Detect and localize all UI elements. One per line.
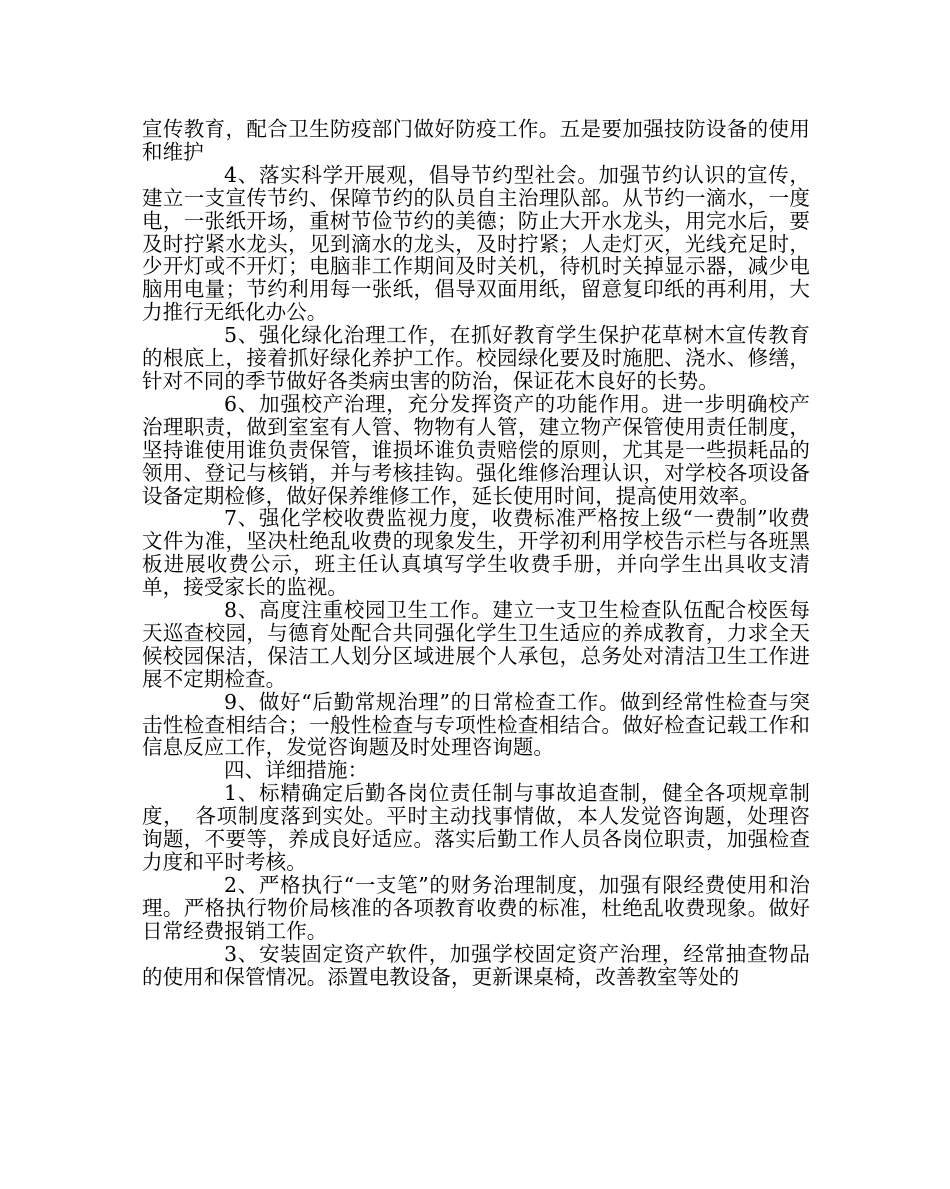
paragraph-measure-2: 2、严格执行“一支笔”的财务治理制度，加强有限经费使用和治理。严格执行物价局核准的各项教育收费的标准，杜绝乱收费现象。做好日常经费报销工作。 xyxy=(142,872,810,943)
paragraph-measure-3: 3、安装固定资产软件，加强学校固定资产治理，经常抽查物品的使用和保管情况。添置电教设备，更新课桌椅，改善教室等处的 xyxy=(142,941,810,989)
section-heading-measures: 四、详细措施： xyxy=(224,758,369,783)
paragraph-item-4-conservation: 4、落实科学开展观，倡导节约型社会。加强节约认识的宣传，建立一支宣传节约、保障节约的队员自主治理队部。从节约一滴水，一度电，一张纸开场，重树节俭节约的美德；防止大开水龙头，用完水后，要及时拧紧水龙头，见到滴水的龙头，及时拧紧；人走灯灭，光线充足时，少开灯或不开灯；电脑非工作期间及时关机，待机时关掉显示器，减少电脑用电量；节约利用每一张纸，倡导双面用纸，留意复印纸的再利用，大力推行无纸化办公。 xyxy=(142,162,810,325)
paragraph-item-9-inspection: 9、做好“后勤常规治理”的日常检查工作。做到经常性检查与突击性检查相结合；一般性检查与专项性检查相结合。做好检查记载工作和信息反应工作，发觉咨询题及时处理咨询题。 xyxy=(142,689,810,760)
paragraph-item-5-greening: 5、强化绿化治理工作，在抓好教育学生保护花草树木宣传教育的根底上，接着抓好绿化养护工作。校园绿化要及时施肥、浇水、修缮，针对不同的季节做好各类病虫害的防治，保证花木良好的长势。 xyxy=(142,323,810,393)
paragraph-item-7-fees: 7、强化学校收费监视力度，收费标准严格按上级“一费制”收费文件为准，坚决杜绝乱收费的现象发生，开学初利用学校告示栏与各班黑板进展收费公示，班主任认真填写学生收费手册，并向学生出具收支清单，接受家长的监视。 xyxy=(142,506,810,600)
paragraph-item-8-hygiene: 8、高度注重校园卫生工作。建立一支卫生检查队伍配合校医每天巡查校园，与德育处配合共同强化学生卫生适应的养成教育，力求全天候校园保洁，保洁工人划分区域进展个人承包，总务处对清洁卫生工作进展不定期检查。 xyxy=(142,598,810,691)
paragraph-epidemic-prevention: 宣传教育，配合卫生防疫部门做好防疫工作。五是要加强技防设备的使用和维护 xyxy=(142,117,810,164)
paragraph-measure-1: 1、标精确定后勤各岗位责任制与事故追查制，健全各项规章制度， 各项制度落到实处。平时主动找事情做，本人发觉咨询题，处理咨询题，不要等，养成良好适应。落实后勤工作人员各岗位职责，加强检查力度和平时考核。 xyxy=(142,781,810,874)
document-body xyxy=(142,118,810,988)
paragraph-item-6-assets: 6、加强校产治理，充分发挥资产的功能作用。进一步明确校产治理职责，做到室室有人管、物物有人管，建立物产保管使用责任制度，坚持谁使用谁负责保管，谁损坏谁负责赔偿的原则，尤其是一些损耗品的领用、登记与核销，并与考核挂钩。强化维修治理认识，对学校各项设备设备定期检修，做好保养维修工作，延长使用时间，提高使用效率。 xyxy=(142,391,810,508)
